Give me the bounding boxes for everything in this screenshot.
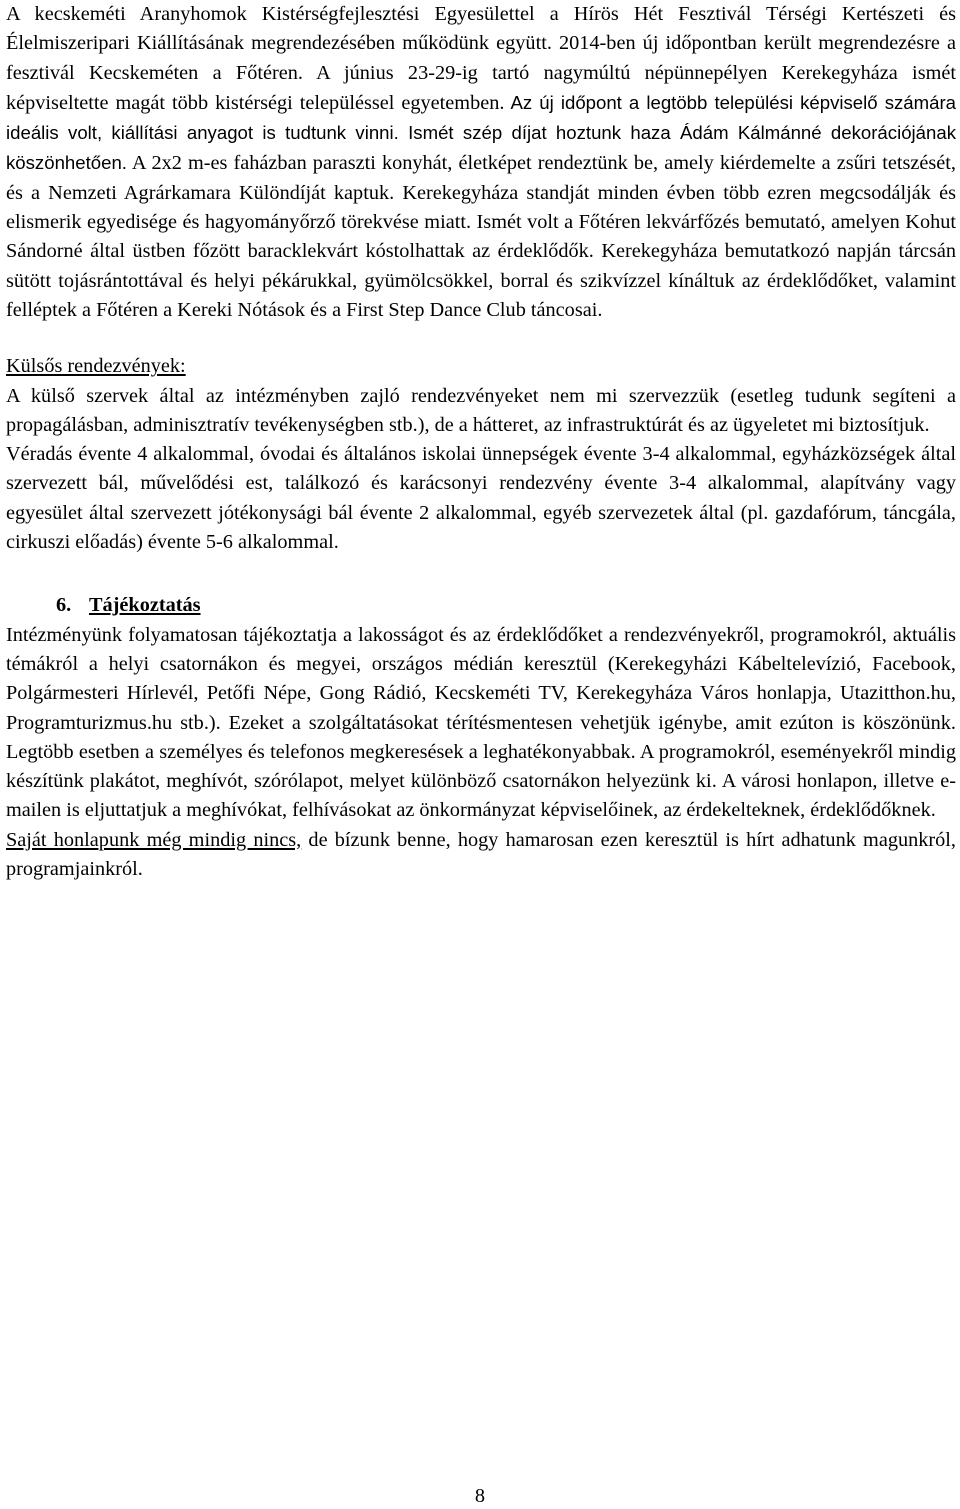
page-number: 8 <box>474 1485 486 1507</box>
intro-paragraph <box>6 0 956 325</box>
intro-sentence-4: Ismét szép díjat hoztunk haza Ádám Kálmánné dekorációjának köszönhetően. <box>6 122 956 174</box>
external-events-heading-text: Külsős rendezvények: <box>6 355 186 378</box>
section-6-underlined-text: Saját honlapunk még mindig nincs, <box>6 828 302 851</box>
external-events-heading <box>6 352 956 381</box>
external-events-paragraph-1: A külső szervek által az intézményben zajló rendezvényeket nem mi szervezzük (esetleg tudunk segíteni a propagálásban, adminisztratív tevékenységben stb.), de a hátteret, az infrastruktúrát és az ügyeletet mi biztosítjuk. <box>6 384 956 436</box>
section-6-heading <box>6 591 956 620</box>
section-6-paragraph-1: Intézményünk folyamatosan tájékoztatja a lakosságot és az érdeklődőket a rendezvényekről, programokról, aktuális témákról a helyi csatornákon és megyei, országos médián keresztül (Kerekegyházi Kábeltelevízió, Facebook, Polgármesteri Hírlevél, Petőfi Népe, Gong Rádió, Kecskeméti TV, Kerekegyháza Város honlapja, Utazitthon.hu, Programturizmus.hu stb.). Ezeket a szolgáltatásokat térítésmentesen vehetjük igénybe, amit ezúton is köszönünk. Legtöbb esetben a személyes és telefonos megkeresések a leghatékonyabbak. A programokról, eseményekről mindig készítünk plakátot, meghívót, szórólapot, melyet különböző csatornákon helyezünk ki. A városi honlapon, illetve e-mailen is eljuttatjuk a meghívókat, felhívásokat az önkormányzat képviselőinek, az érdekelteknek, érdeklődőknek. <box>6 623 956 822</box>
section-6-paragraph-2-rest: de bízunk benne, hogy hamarosan ezen keresztül is hírt adhatunk magunkról, programjainkról. <box>6 828 956 881</box>
section-6-paragraph-2 <box>6 826 956 885</box>
section-6-title: Tájékoztatás <box>89 594 201 617</box>
intro-sentence-5: A 2x2 m-es faházban paraszti konyhát, életképet rendeztünk be, amely kiérdemelte a zsűri tetszését, és a Nemzeti Agrárkamara Különdíját kaptuk. Kerekegyháza standját minden évben több ezren megcsodálják és elismerik egyedisége és hagyományőrző törekvése miatt. Ismét volt a Főtéren lekvárfőzés bemutató, amelyen Kohut Sándorné által üstben főzött baracklekvárt kóstolhattak az érdeklődők. Kerekegyháza bemutatkozó napján tárcsán sütött tojásrántottával és helyi pékárukkal, gyümölcsökkel, borral és szikvízzel kínáltuk az érdeklődőket, valamint felléptek a Főtéren a Kereki Nótások és a First Step Dance Club táncosai. <box>6 152 956 321</box>
intro-sentence-3: Az új időpont a legtöbb települési képviselő számára ideális volt, kiállítási anyagot is tudtunk vinni. <box>6 91 956 144</box>
section-6-number: 6. <box>56 594 72 617</box>
document-page <box>6 0 956 884</box>
external-events-paragraph-2: Véradás évente 4 alkalommal, óvodai és általános iskolai ünnepségek évente 3-4 alkalommal, egyházközségek által szervezett bál, művelődési est, találkozó és karácsonyi rendezvény évente 3-4 alkalommal, alapítvány vagy egyesület által szervezett jótékonysági bál évente 2 alkalommal, egyéb szervezetek által (pl. gazdafórum, táncgála, cirkuszi előadás) évente 5-6 alkalommal. <box>6 443 956 554</box>
intro-sentence-1: A kecskeméti Aranyhomok Kistérségfejlesztési Egyesülettel a Hírös Hét Fesztivál Térségi Kertészeti és Élelmiszeripari Kiállításának megrendezésében működünk együtt. 2014-ben új időpontban került megrendezésre a fesztivál Kecskeméten a Főtéren. <box>6 3 956 84</box>
intro-sentence-2: A június 23-29-ig tartó nagymúltú népünnepélyen Kerekegyháza ismét képviseltette magát több kistérségi településsel egyetemben. <box>6 61 956 114</box>
